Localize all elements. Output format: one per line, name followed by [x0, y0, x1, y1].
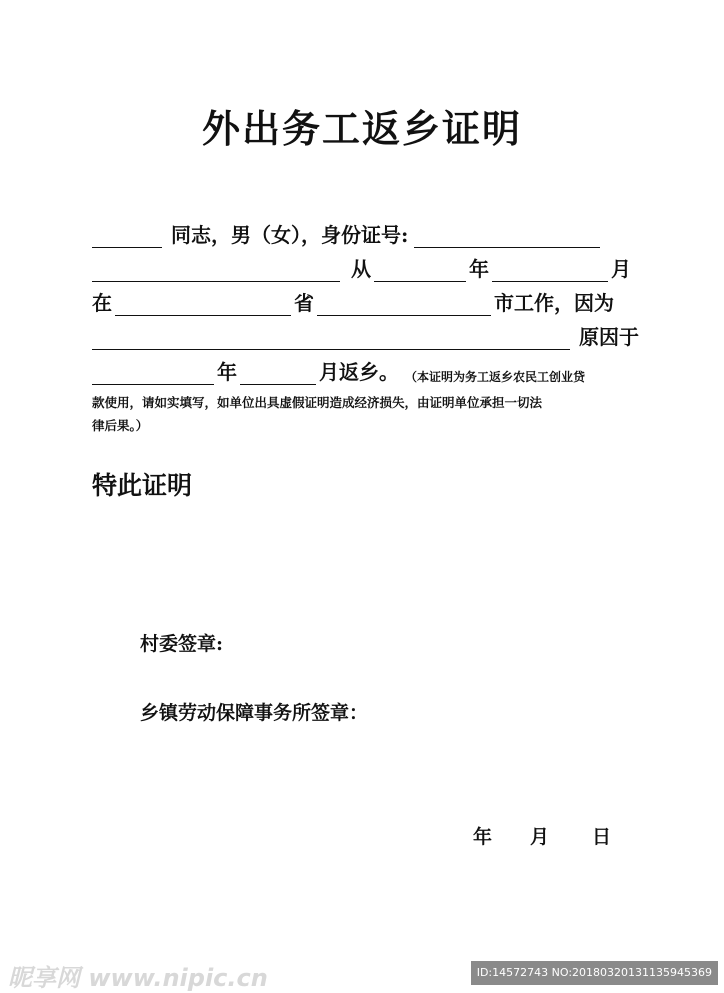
town-labor-office-seal-label: 乡镇劳动保障事务所签章：	[140, 702, 369, 724]
return-year-blank[interactable]	[92, 362, 214, 385]
return-month-blank[interactable]	[240, 362, 316, 385]
date-day-label: 日	[592, 826, 612, 848]
from-label: 从	[351, 257, 371, 281]
note-text: （本证明为务工返乡农民工创业贷	[405, 370, 586, 384]
id-number-blank[interactable]	[414, 225, 600, 248]
month-label: 月	[611, 257, 631, 281]
watermark-id: ID:14572743 NO:20180320131135945369	[471, 961, 718, 985]
page-title: 外出务工返乡证明	[201, 106, 522, 151]
form-line-3	[92, 286, 614, 316]
city-blank[interactable]	[317, 293, 491, 316]
note-text: 律后果。）	[92, 418, 149, 433]
date-year-label: 年	[473, 826, 493, 848]
name-blank[interactable]	[92, 225, 162, 248]
return-month-label: 月返乡。	[319, 360, 399, 384]
note-text: 款使用，请如实填写，如单位出具虚假证明造成经济损失，由证明单位承担一切法	[92, 395, 543, 410]
watermark-site: 昵享网 www.nipic.cn	[8, 964, 268, 992]
comrade-gender-id-label: 同志，男（女），身份证号:	[171, 223, 409, 247]
reason-blank[interactable]	[92, 327, 570, 350]
province-label: 省	[294, 291, 314, 315]
name-continue-blank[interactable]	[92, 259, 340, 282]
return-year-label: 年	[217, 360, 237, 384]
province-blank[interactable]	[115, 293, 291, 316]
reason-label: 原因于	[579, 325, 639, 349]
city-work-because-label: 市工作，因为	[494, 291, 614, 315]
start-year-blank[interactable]	[374, 259, 466, 282]
date-month-label: 月	[530, 826, 550, 848]
at-label: 在	[92, 291, 112, 315]
form-line-1	[92, 218, 603, 248]
form-line-5	[92, 355, 585, 385]
year-label: 年	[469, 257, 489, 281]
village-seal-label: 村委签章:	[140, 633, 224, 655]
form-line-2	[92, 252, 631, 282]
certification-heading: 特此证明	[92, 471, 193, 500]
start-month-blank[interactable]	[492, 259, 608, 282]
form-line-4	[92, 320, 639, 350]
